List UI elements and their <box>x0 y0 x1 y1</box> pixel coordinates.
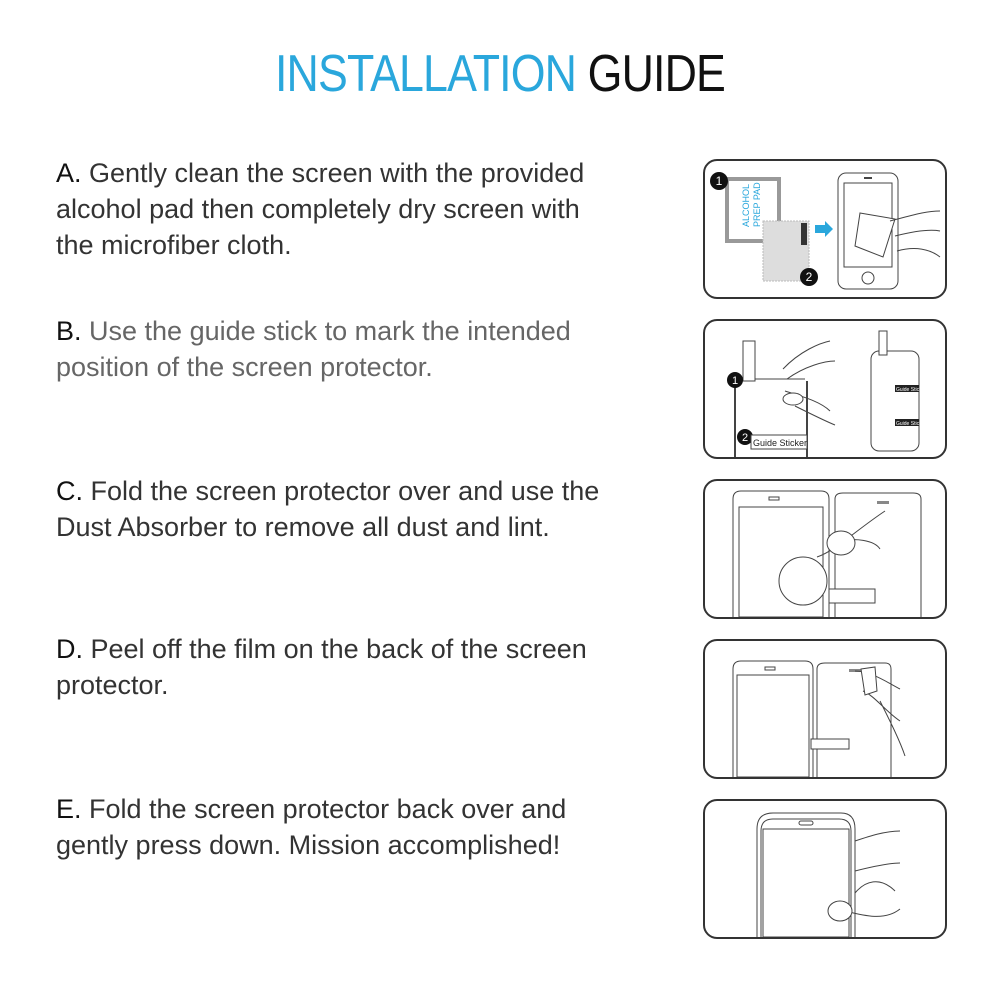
step-text: Use the guide stick to mark the intended position of the screen protector. <box>56 316 571 382</box>
step-text: Peel off the film on the back of the screen protector. <box>56 634 587 700</box>
step-e <box>56 791 616 863</box>
title-dark: GUIDE <box>587 45 726 103</box>
illustration-d <box>703 639 947 779</box>
step-letter: E. <box>56 794 82 824</box>
step-d <box>56 631 616 703</box>
illustration-a <box>703 159 947 299</box>
step-letter: C. <box>56 476 83 506</box>
step-a <box>56 155 616 263</box>
guide-stick-illustration <box>705 321 945 457</box>
svg-text:1: 1 <box>731 375 739 387</box>
guide-sticker-label: Guide Sticker <box>753 438 808 448</box>
svg-text:Guide Sticker: Guide Sticker <box>896 387 927 393</box>
svg-text:Guide Sticker: Guide Sticker <box>896 421 927 427</box>
title-accent: INSTALLATION <box>274 45 577 103</box>
step-letter: A. <box>56 158 82 188</box>
step-text: Gently clean the screen with the provided alcohol pad then completely dry screen with the microfiber cloth. <box>56 158 585 260</box>
illustration-e <box>703 799 947 939</box>
step-c <box>56 473 616 545</box>
step-text: Fold the screen protector back over and gently press down. Mission accomplished! <box>56 794 567 860</box>
illustration-c <box>703 479 947 619</box>
arrow-right-icon <box>815 221 833 237</box>
clean-screen-illustration <box>705 161 945 297</box>
badge-1: 1 <box>715 174 723 188</box>
press-down-illustration <box>705 801 945 937</box>
svg-text:2: 2 <box>741 432 749 444</box>
step-text: Fold the screen protector over and use the Dust Absorber to remove all dust and lint. <box>56 476 600 542</box>
illustration-b <box>703 319 947 459</box>
dust-absorber-illustration <box>705 481 945 617</box>
page-title <box>70 44 930 104</box>
step-letter: D. <box>56 634 83 664</box>
pad-label-2: PREP PAD <box>752 182 762 227</box>
step-b <box>56 313 616 385</box>
step-letter: B. <box>56 316 82 346</box>
badge-2: 2 <box>805 270 813 284</box>
peel-film-illustration <box>705 641 945 777</box>
pad-label-1: ALCOHOL <box>741 183 751 227</box>
